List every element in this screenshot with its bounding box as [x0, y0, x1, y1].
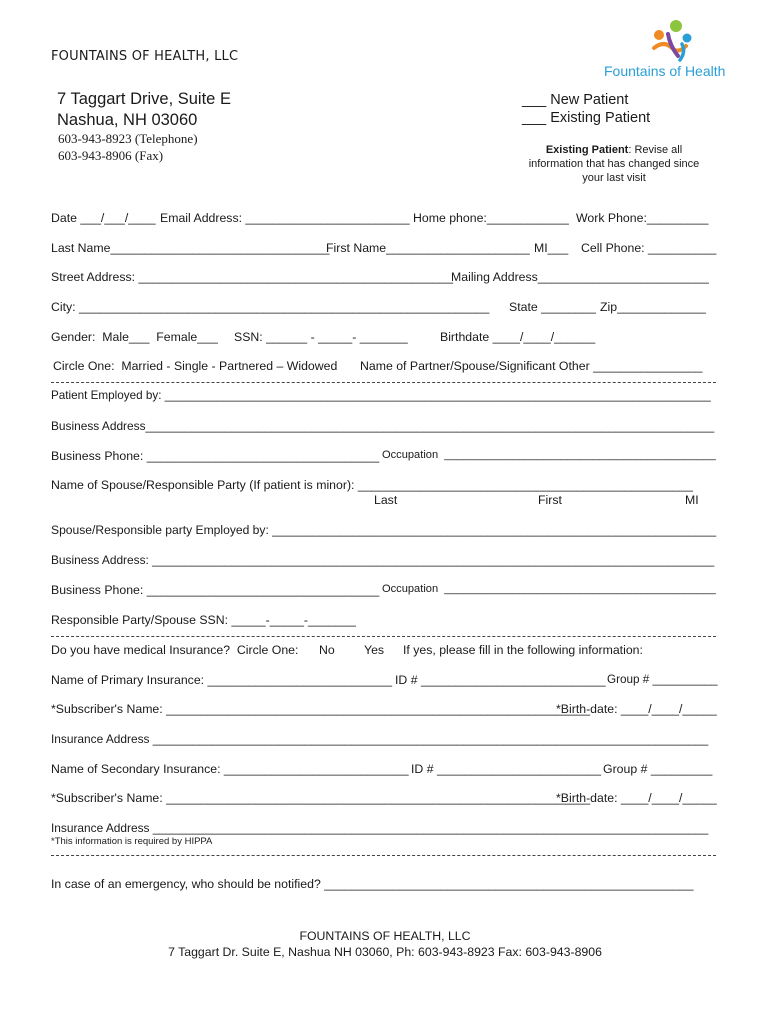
footer-company: FOUNTAINS OF HEALTH, LLC	[299, 929, 471, 943]
marital-status-options[interactable]: Circle One: Married - Single - Partnered – Widowed	[53, 359, 338, 373]
section-divider	[51, 382, 716, 384]
occupation-field[interactable]: Occupation ____________________________________________	[382, 449, 716, 461]
section-divider	[51, 855, 716, 857]
new-patient-option[interactable]: ___ New Patient	[522, 92, 629, 108]
zip-field[interactable]: Zip_____________	[600, 300, 706, 314]
ssn-field[interactable]: SSN: ______ - _____- _______	[234, 330, 408, 344]
existing-patient-option[interactable]: ___ Existing Patient	[522, 110, 651, 126]
secondary-insurance-address-field[interactable]: Insurance Address ____________________________________________________________________________________	[51, 821, 709, 835]
first-name-field[interactable]: First Name_____________________	[326, 241, 530, 255]
footer-address: 7 Taggart Dr. Suite E, Nashua NH 03060, Ph: 603-943-8923 Fax: 603-943-8906	[168, 945, 602, 959]
primary-insurance-field[interactable]: Name of Primary Insurance: ___________________________	[51, 673, 393, 687]
primary-subscriber-field[interactable]: *Subscriber's Name: ______________________________________________________________	[51, 702, 591, 716]
logo-text: Fountains of Health	[604, 63, 726, 79]
phone-number: 603-943-8923 (Telephone)	[58, 131, 198, 146]
cell-phone-field[interactable]: Cell Phone: __________	[581, 241, 717, 255]
spouse-last-label: Last	[374, 493, 398, 507]
city-field[interactable]: City: ____________________________________________________________	[51, 300, 490, 314]
insurance-question: Do you have medical Insurance? Circle One:	[51, 643, 299, 657]
secondary-subscriber-field[interactable]: *Subscriber's Name: ______________________________________________________________	[51, 791, 591, 805]
spouse-mi-label: MI	[685, 493, 699, 507]
fax-number: 603-943-8906 (Fax)	[58, 148, 164, 163]
insurance-yes-option[interactable]: Yes	[364, 643, 385, 657]
date-field[interactable]: Date ___/___/____	[51, 211, 156, 225]
section-divider	[51, 636, 716, 638]
home-phone-field[interactable]: Home phone:____________	[413, 211, 569, 225]
fountains-logo-icon	[648, 18, 694, 62]
responsible-ssn-field[interactable]: Responsible Party/Spouse SSN: _____-_____-_______	[51, 613, 356, 627]
hippa-note: *This information is required by HIPPA	[51, 836, 213, 847]
address-line-2: Nashua, NH 03060	[57, 111, 198, 129]
email-field[interactable]: Email Address: ________________________	[160, 211, 410, 225]
work-phone-field[interactable]: Work Phone:_________	[576, 211, 709, 225]
emergency-contact-field[interactable]: In case of an emergency, who should be notified? ______________________________________________________	[51, 877, 694, 891]
primary-subscriber-birthdate-field[interactable]: *Birth-date: ____/____/_____	[556, 702, 717, 716]
state-field[interactable]: State ________	[509, 300, 596, 314]
gender-field[interactable]: Gender: Male___ Female___	[51, 330, 218, 344]
spouse-business-phone-field[interactable]: Business Phone: __________________________________	[51, 583, 380, 597]
primary-group-field[interactable]: Group # __________	[607, 673, 718, 686]
insurance-instruction: If yes, please fill in the following information:	[403, 643, 643, 657]
primary-id-field[interactable]: ID # ___________________________	[395, 673, 606, 687]
company-name: FOUNTAINS OF HEALTH, LLC	[51, 49, 239, 64]
secondary-group-field[interactable]: Group # _________	[603, 762, 713, 776]
middle-initial-field[interactable]: MI___	[534, 241, 569, 255]
primary-insurance-address-field[interactable]: Insurance Address ____________________________________________________________________________________	[51, 732, 709, 746]
insurance-no-option[interactable]: No	[319, 643, 335, 657]
spouse-first-label: First	[538, 493, 562, 507]
business-address-field[interactable]: Business Address______________________________________________________________________________________	[51, 419, 715, 433]
patient-employer-field[interactable]: Patient Employed by: ____________________________________________________________________________________	[51, 389, 711, 402]
secondary-id-field[interactable]: ID # ________________________	[411, 762, 602, 776]
street-address-field[interactable]: Street Address: ______________________________________________	[51, 270, 454, 284]
mailing-address-field[interactable]: Mailing Address_________________________	[451, 270, 709, 284]
address-line-1: 7 Taggart Drive, Suite E	[57, 90, 231, 108]
spouse-occupation-field[interactable]: Occupation ____________________________________________	[382, 583, 716, 595]
secondary-subscriber-birthdate-field[interactable]: *Birth-date: ____/____/_____	[556, 791, 717, 805]
spouse-employer-field[interactable]: Spouse/Responsible party Employed by: __________________________________________________________________	[51, 523, 717, 537]
business-phone-field[interactable]: Business Phone: __________________________________	[51, 449, 380, 463]
secondary-insurance-field[interactable]: Name of Secondary Insurance: ___________________________	[51, 762, 409, 776]
last-name-field[interactable]: Last Name________________________________	[51, 241, 330, 255]
partner-name-field[interactable]: Name of Partner/Spouse/Significant Other ________________	[360, 359, 703, 373]
spouse-business-address-field[interactable]: Business Address: _____________________________________________________________________________________	[51, 553, 715, 567]
birthdate-field[interactable]: Birthdate ____/____/______	[440, 330, 596, 344]
existing-patient-note: Existing Patient: Revise all information that has changed since your last visit	[528, 144, 700, 184]
spouse-name-field[interactable]: Name of Spouse/Responsible Party (If patient is minor): _________________________________________________	[51, 478, 693, 492]
